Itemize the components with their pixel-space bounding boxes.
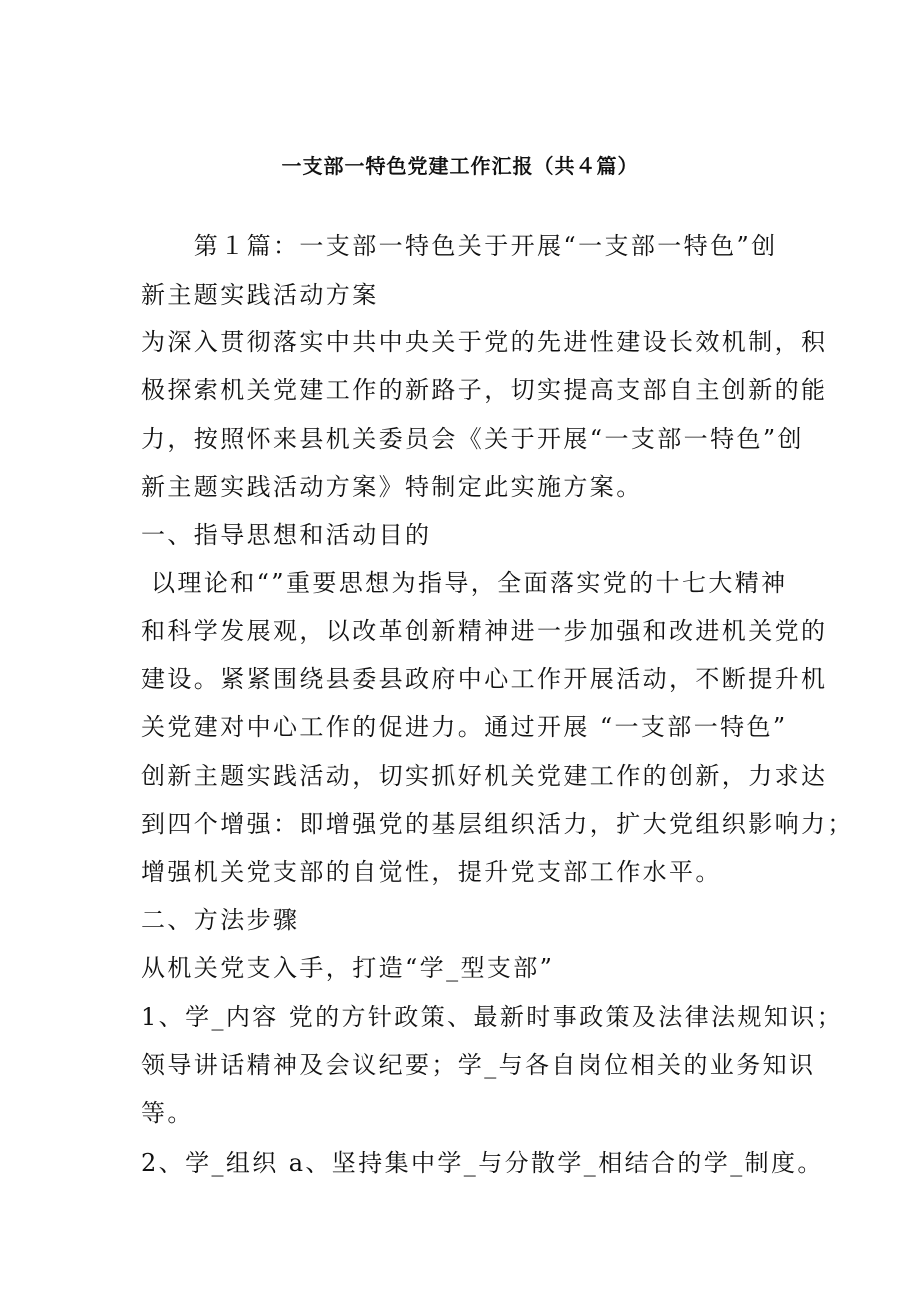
paragraph-line: 从机关党支入手，打造“学_型支部” — [141, 954, 555, 982]
document-title: 一支部一特色党建工作汇报（共４篇） — [281, 154, 639, 178]
paragraph-line: 和科学发展观，以改革创新精神进一步加强和改进机关党的 — [141, 617, 828, 645]
paragraph-line: 创新主题实践活动，切实抓好机关党建工作的创新，力求达 — [141, 762, 828, 790]
paragraph-line: 关党建对中心工作的促进力。通过开展 “一支部一特色” — [141, 713, 788, 741]
paragraph-line: 到四个增强：即增强党的基层组织活力，扩大党组织影响力； — [141, 810, 854, 838]
paragraph-line: 1、学_内容 党的方针政策、最新时事政策及法律法规知识； — [141, 1003, 844, 1031]
paragraph-line: 新主题实践活动方案 — [141, 281, 379, 309]
paragraph-line: 等。 — [141, 1099, 194, 1127]
paragraph-line: 极探索机关党建工作的新路子，切实提高支部自主创新的能 — [141, 376, 828, 404]
paragraph-line: 第１篇：一支部一特色关于开展“一支部一特色”创 — [141, 232, 778, 260]
paragraph-line: 为深入贯彻落实中共中央关于党的先进性建设长效机制，积 — [141, 328, 828, 356]
section-heading: 一、指导思想和活动目的 — [141, 521, 432, 549]
paragraph-line: 力，按照怀来县机关委员会《关于开展“一支部一特色”创 — [141, 425, 804, 453]
section-heading: 二、方法步骤 — [141, 906, 300, 934]
paragraph-line: 以理论和“”重要思想为指导，全面落实党的十七大精神 — [141, 569, 788, 597]
paragraph-line: 建设。紧紧围绕县委县政府中心工作开展活动，不断提升机 — [141, 665, 828, 693]
paragraph-line: 增强机关党支部的自觉性，提升党支部工作水平。 — [141, 858, 722, 886]
paragraph-line: 领导讲话精神及会议纪要；学_与各自岗位相关的业务知识 — [141, 1051, 816, 1079]
paragraph-line: 2、学_组织 a、坚持集中学_与分散学_相结合的学_制度。 — [141, 1149, 824, 1177]
paragraph-line: 新主题实践活动方案》特制定此实施方案。 — [141, 473, 643, 501]
